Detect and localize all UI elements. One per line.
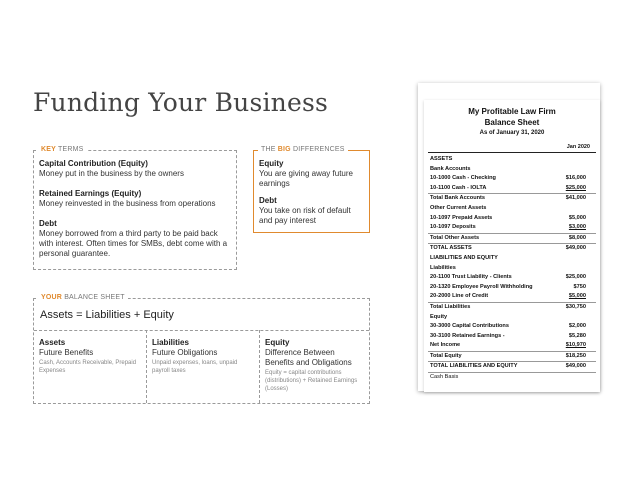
report-firm-name: My Profitable Law Firm xyxy=(468,107,556,116)
report-row xyxy=(428,204,596,214)
key-terms-label-rest: TERMS xyxy=(58,146,84,153)
report-row-label: Total Other Assets xyxy=(430,234,480,241)
column-subheading: Difference Between Benefits and Obligations xyxy=(265,348,352,367)
key-term-body: Money put in the business by the owners xyxy=(39,169,184,178)
report-row-amount: $18,250 xyxy=(565,352,586,359)
report-row-amount: $49,000 xyxy=(565,363,586,370)
report-row-amount: $3,000 xyxy=(568,224,586,231)
report-row-amount: $30,750 xyxy=(565,303,586,310)
report-row-label: Total Equity xyxy=(430,352,462,359)
report-row-label: ASSETS xyxy=(430,156,453,162)
balance-sheet-report xyxy=(424,100,600,392)
big-differences-label-rest: DIFFERENCES xyxy=(292,146,345,153)
report-row-label: 30-3100 Retained Earnings - xyxy=(430,332,505,339)
key-term-body: Money reinvested in the business from operations xyxy=(39,199,216,208)
key-term-retained xyxy=(39,189,231,209)
report-row-amount: $25,000 xyxy=(565,274,586,281)
report-row-label: Net Income xyxy=(430,342,461,349)
difference-body: You are giving away future earnings xyxy=(259,169,353,188)
key-term-heading: Debt xyxy=(39,219,57,228)
report-row xyxy=(428,184,596,194)
report-column-header: Jan 2020 xyxy=(566,144,590,150)
report-row xyxy=(428,193,596,204)
report-row-label: TOTAL LIABILITIES AND EQUITY xyxy=(430,363,518,370)
big-differences-label-em: BIG xyxy=(277,146,291,153)
column-detail: Cash, Accounts Receivable, Prepaid Expenses xyxy=(39,360,137,374)
report-row-amount: $16,000 xyxy=(565,175,586,182)
report-row-label: Liabilities xyxy=(430,264,456,271)
balance-sheet-box xyxy=(33,294,370,404)
report-row xyxy=(428,254,596,264)
report-row-amount: $2,000 xyxy=(568,323,586,330)
difference-equity xyxy=(259,159,364,189)
key-term-capital xyxy=(39,159,231,179)
report-row-amount: $5,000 xyxy=(568,293,586,300)
report-row xyxy=(428,273,596,283)
column-subheading: Future Obligations xyxy=(152,348,218,357)
report-title: Balance Sheet xyxy=(484,118,540,127)
report-row xyxy=(428,223,596,233)
balance-sheet-label-em: YOUR xyxy=(41,294,63,301)
difference-heading: Equity xyxy=(259,159,284,168)
column-heading: Equity xyxy=(265,338,290,347)
difference-debt xyxy=(259,196,364,226)
big-differences-box xyxy=(253,146,370,233)
balance-sheet-label xyxy=(38,293,128,303)
report-row-label: Bank Accounts xyxy=(430,165,471,172)
report-row-amount: $25,000 xyxy=(565,184,586,191)
report-row xyxy=(428,214,596,224)
report-row-label: Other Current Assets xyxy=(430,204,487,211)
key-term-debt xyxy=(39,219,231,259)
report-row xyxy=(428,361,596,372)
report-date: As of January 31, 2020 xyxy=(479,130,545,136)
difference-heading: Debt xyxy=(259,196,277,205)
report-row-label: 20-2000 Line of Credit xyxy=(430,293,489,300)
report-row-label: Total Liabilities xyxy=(430,303,471,310)
report-row xyxy=(428,351,596,362)
report-row-amount: $5,000 xyxy=(568,214,586,221)
balance-sheet-equation: Assets = Liabilities + Equity xyxy=(40,309,174,321)
key-terms-label-em: KEY xyxy=(41,146,56,153)
balance-column-equity xyxy=(259,330,369,403)
report-row xyxy=(428,155,596,165)
report-row xyxy=(428,302,596,313)
key-terms-label xyxy=(38,145,87,155)
report-row-amount: $5,280 xyxy=(568,332,586,339)
key-term-body: Money borrowed from a third party to be paid back with interest. Often times for SMBs, debt come with a personal guarantee. xyxy=(39,229,228,258)
report-row-label: 10-1097 Prepaid Assets xyxy=(430,214,493,221)
report-row-label: Equity xyxy=(430,313,448,320)
report-row xyxy=(428,165,596,175)
key-term-heading: Retained Earnings (Equity) xyxy=(39,189,142,198)
report-rows xyxy=(428,155,596,383)
difference-body: You take on risk of default and pay interest xyxy=(259,206,351,225)
report-row xyxy=(428,292,596,302)
report-row-label: 10-1097 Deposits xyxy=(430,224,476,231)
report-row-amount: $750 xyxy=(573,283,586,290)
balance-column-assets xyxy=(34,330,146,403)
column-heading: Assets xyxy=(39,338,66,347)
column-subheading: Future Benefits xyxy=(39,348,94,357)
report-row-amount: $8,000 xyxy=(568,234,586,241)
report-row-amount: $10,970 xyxy=(565,342,586,349)
report-row xyxy=(428,372,596,383)
column-heading: Liabilities xyxy=(152,338,189,347)
report-row-label: 20-1100 Trust Liability - Clients xyxy=(430,274,512,281)
report-row-amount: $41,000 xyxy=(565,195,586,202)
balance-column-liabilities xyxy=(146,330,259,403)
report-row-label: Cash Basis xyxy=(430,374,459,381)
report-row xyxy=(428,233,596,244)
report-row xyxy=(428,174,596,184)
report-row xyxy=(428,283,596,293)
report-row-label: 20-1320 Employee Payroll Withholding xyxy=(430,283,533,290)
report-row xyxy=(428,243,596,254)
balance-sheet-label-rest: BALANCE SHEET xyxy=(64,294,125,301)
report-row xyxy=(428,341,596,351)
big-differences-label xyxy=(258,145,348,155)
report-row-label: TOTAL ASSETS xyxy=(430,245,472,252)
key-terms-box xyxy=(33,146,237,270)
report-row xyxy=(428,313,596,323)
report-row-label: 10-1100 Cash - IOLTA xyxy=(430,184,487,191)
report-row-label: 10-1000 Cash - Checking xyxy=(430,175,496,182)
big-differences-label-pre: THE xyxy=(261,146,276,153)
report-header-rule xyxy=(428,152,596,153)
report-row xyxy=(428,264,596,274)
page-title: Funding Your Business xyxy=(33,88,329,117)
report-row-amount: $49,000 xyxy=(565,245,586,252)
report-row xyxy=(428,332,596,342)
column-detail: Equity = capital contributions (distributions) + Retained Earnings (Losses) xyxy=(265,370,358,392)
report-row-label: Total Bank Accounts xyxy=(430,195,486,202)
key-term-heading: Capital Contribution (Equity) xyxy=(39,159,148,168)
report-row xyxy=(428,322,596,332)
column-detail: Unpaid expenses, loans, unpaid payroll taxes xyxy=(152,360,238,374)
report-row-label: 30-3000 Capital Contributions xyxy=(430,323,509,330)
report-row-label: LIABILITIES AND EQUITY xyxy=(430,254,498,261)
